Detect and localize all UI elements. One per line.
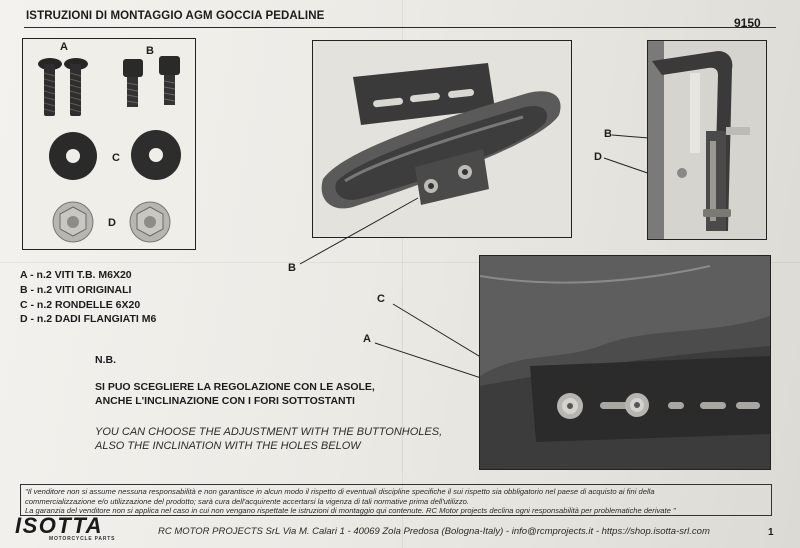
parts-list-item: D - n.2 DADI FLANGIATI M6 (20, 313, 157, 326)
flange-nut-icon (53, 202, 170, 242)
parts-panel (22, 38, 196, 250)
note-heading: N.B. (95, 354, 116, 366)
logo-subtitle: MOTORCYCLE PARTS (49, 536, 116, 542)
logo-wordmark: ISOTTA (15, 513, 104, 538)
parts-list-item: B - n.2 VITI ORIGINALI (20, 283, 132, 296)
isotta-logo (15, 513, 140, 543)
footrest-bracket-illustration (313, 41, 571, 237)
part-label-c: C (112, 152, 120, 164)
callout-c-bottom: C (377, 293, 385, 305)
photo-bracket-mounted (479, 255, 771, 470)
disclaimer-line: "Il venditore non si assume nessuna responsabilità e non garantisce in alcun modo il rispetto di eventuali discipline specifiche il sui rispetto sia obbligatorio nel paese di acquisto ai fini della (25, 487, 655, 496)
callout-d-side: D (594, 151, 602, 163)
screw-a-icon (38, 58, 88, 116)
photo-footrest-bracket (312, 40, 572, 238)
part-label-d: D (108, 217, 116, 229)
note-italian (95, 380, 375, 408)
note-italian-line: ANCHE L'INCLINAZIONE CON I FORI SOTTOSTANTI (95, 395, 355, 407)
parts-list-item: C - n.2 RONDELLE 6X20 (20, 298, 141, 311)
washer-icon (49, 130, 181, 180)
note-english-line: ALSO THE INCLINATION WITH THE HOLES BELOW (95, 439, 361, 452)
disclaimer-line: La garanzia del venditore non si applica nel caso in cui non vengano rispettate le istruzioni di montaggio qui contenute. RC Motor projects declina ogni responsabilità per problematiche derivate " (25, 506, 676, 516)
disclaimer-line: commercializzazione e/o utilizzazione del prodotto; sarà cura dell'acquirente accertarsi la vigenza di tali normative prima dell'utilizzo. (25, 496, 469, 506)
product-code: 9150 (734, 16, 761, 30)
callout-a-bottom: A (363, 333, 371, 345)
parts-list (20, 268, 156, 327)
part-label-a: A (60, 41, 68, 53)
side-view-illustration (648, 41, 766, 239)
disclaimer-box (20, 484, 772, 516)
callout-b-side: B (604, 128, 612, 140)
footer-contact: RC MOTOR PROJECTS SrL Via M. Calari 1 - 40069 Zola Predosa (Bologna-Italy) - info@rcmprojects.it - https://shop.isotta-srl.com (158, 526, 710, 537)
parts-list-item: A - n.2 VITI T.B. M6X20 (20, 269, 132, 281)
note-english-line: YOU CAN CHOOSE THE ADJUSTMENT WITH THE BUTTONHOLES, (95, 426, 443, 438)
part-label-b: B (146, 45, 154, 57)
photo-side-view (647, 40, 767, 240)
parts-illustration (23, 39, 195, 249)
screw-b-icon (123, 56, 180, 107)
title-underline (24, 27, 776, 28)
note-italian-line: SI PUO SCEGLIERE LA REGOLAZIONE CON LE ASOLE, (95, 381, 375, 393)
note-english (95, 426, 442, 453)
bracket-mounted-illustration (480, 256, 770, 469)
page-number: 1 (768, 527, 774, 538)
callout-b-top: B (288, 262, 296, 274)
page-title: ISTRUZIONI DI MONTAGGIO AGM GOCCIA PEDALINE (26, 10, 325, 22)
